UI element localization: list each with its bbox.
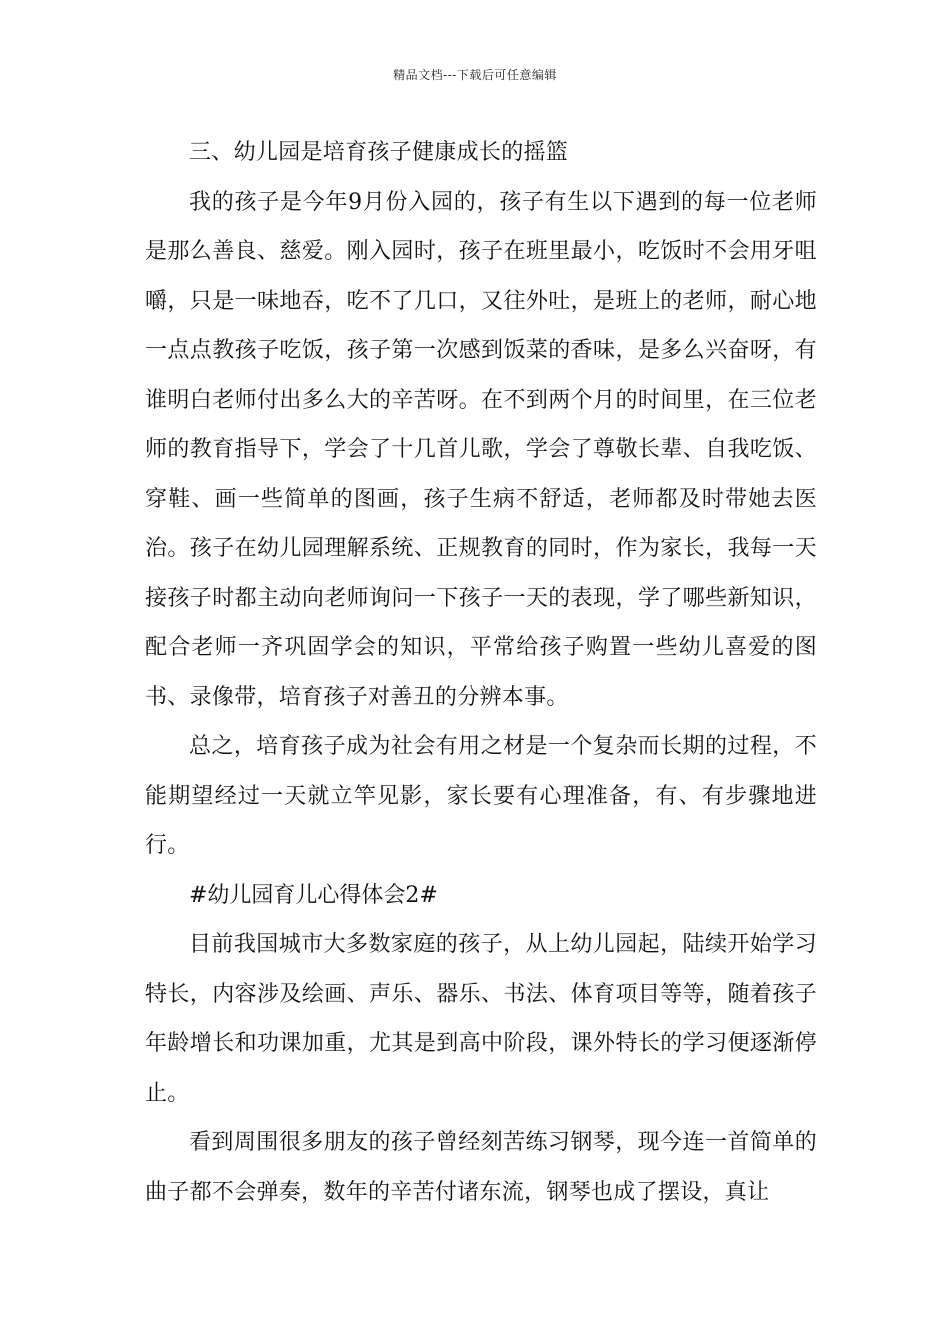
section-marker: #幼儿园育儿心得体会2# bbox=[189, 882, 438, 908]
page-header: 精品文档---下载后可任意编辑 bbox=[393, 68, 557, 82]
document-body bbox=[145, 128, 817, 1217]
paragraph: 目前我国城市大多数家庭的孩子，从上幼儿园起，陆续开始学习特长，内容涉及绘画、声乐、器乐、书法、体育项目等等，随着孩子年龄增长和功课加重，尤其是到高中阶段，课外特长的学习便逐渐停止。 bbox=[145, 932, 817, 1106]
paragraph: 总之，培育孩子成为社会有用之材是一个复杂而长期的过程，不能期望经过一天就立竿见影，家长要有心理准备，有、有步骤地进行。 bbox=[145, 734, 817, 858]
paragraph: 我的孩子是今年9月份入园的，孩子有生以下遇到的每一位老师是那么善良、慈爱。刚入园时，孩子在班里最小，吃饭时不会用牙咀嚼，只是一味地吞，吃不了几口，又往外吐，是班上的老师，耐心地一点点教孩子吃饭，孩子第一次感到饭菜的香味，是多么兴奋呀，有谁明白老师付出多么大的辛苦呀。在不到两个月的时间里，在三位老师的教育指导下，学会了十几首儿歌，学会了尊敬长辈、自我吃饭、穿鞋、画一些简单的图画，孩子生病不舒适，老师都及时带她去医治。孩子在幼儿园理解系统、正规教育的同时，作为家长，我每一天接孩子时都主动向老师询问一下孩子一天的表现，学了哪些新知识，配合老师一齐巩固学会的知识，平常给孩子购置一些幼儿喜爱的图书、录像带，培育孩子对善丑的分辨本事。 bbox=[145, 189, 817, 710]
paragraph: 看到周围很多朋友的孩子曾经刻苦练习钢琴，现今连一首简单的曲子都不会弹奏，数年的辛苦付诸东流，钢琴也成了摆设，真让 bbox=[145, 1130, 817, 1205]
section-heading: 三、幼儿园是培育孩子健康成长的摇篮 bbox=[189, 140, 569, 165]
